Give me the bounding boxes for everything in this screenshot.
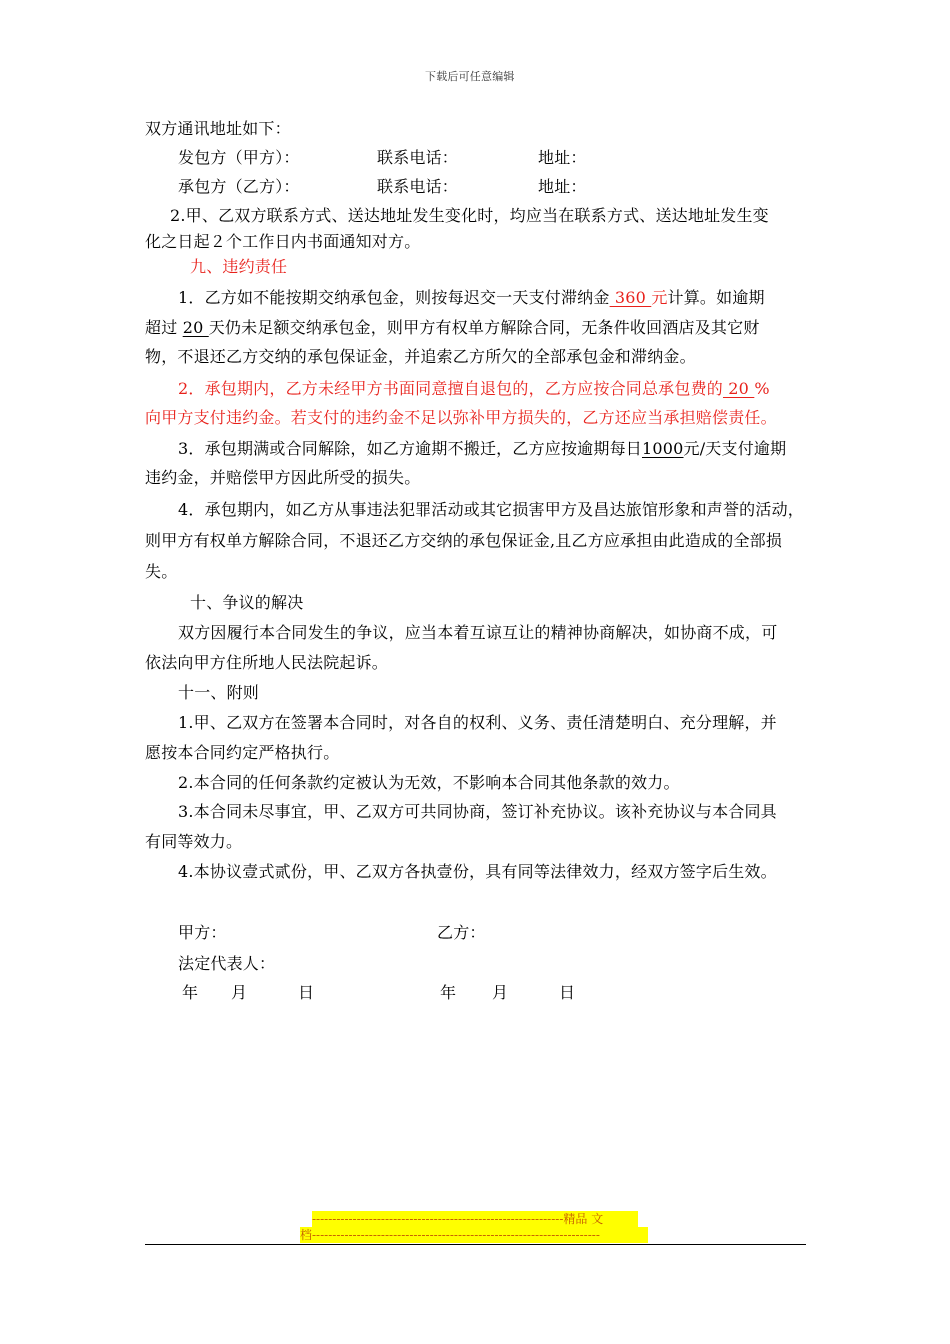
section-9-clause-3-line2: 违约金，并赔偿甲方因此所受的损失。 — [145, 468, 421, 487]
page-header: 下载后可任意编辑 — [425, 70, 515, 83]
section-11-clause-4: 4.本协议壹式贰份，甲、乙双方各执壹份，具有同等法律效力，经双方签字后生效。 — [178, 862, 777, 881]
section-9-clause-4-line2: 则甲方有权单方解除合同，不退还乙方交纳的承包保证金,且乙方应承担由此造成的全部损 — [145, 531, 783, 550]
section-9-title: 九、违约责任 — [190, 257, 288, 276]
contact-intro: 双方通讯地址如下： — [145, 119, 291, 138]
section-9-clause-1-line3: 物，不退还乙方交纳的承包保证金，并追索乙方所欠的全部承包金和滞纳金。 — [145, 347, 696, 366]
footer-watermark-line2: 档----------------------------------------------------------------------- — [300, 1227, 648, 1243]
penalty-percent: 20 — [722, 379, 755, 398]
contact-address-b: 地址： — [538, 177, 587, 196]
late-fee-amount: 360 — [609, 288, 652, 307]
contact-phone-b: 联系电话： — [377, 177, 459, 196]
section-9-clause-2-line2: 向甲方支付违约金。若支付的违约金不足以弥补甲方损失的，乙方还应当承担赔偿责任。 — [145, 408, 777, 427]
section-9-clause-4-line1: 4．承包期内，如乙方从事违法犯罪活动或其它损害甲方及昌达旅馆形象和声誉的活动， — [178, 500, 804, 519]
contact-address-a: 地址： — [538, 148, 587, 167]
section-11-clause-1-line1: 1.甲、乙双方在签署本合同时，对各自的权利、义务、责任清楚明白、充分理解，并 — [178, 713, 777, 732]
section-9-clause-2-line1: 2．承包期内，乙方未经甲方书面同意擅自退包的，乙方应按合同总承包费的 20 % — [178, 379, 770, 398]
contact-party-a: 发包方（甲方）： — [178, 148, 300, 167]
date-a-day: 日 — [298, 983, 315, 1002]
date-a-month: 月 — [231, 983, 248, 1002]
signature-party-b: 乙方： — [437, 923, 486, 942]
date-b-month: 月 — [492, 983, 509, 1002]
section-9-clause-3-line1: 3．承包期满或合同解除，如乙方逾期不搬迁，乙方应按逾期每日1000元/天支付逾期 — [178, 439, 787, 458]
section-11-clause-2: 2.本合同的任何条款约定被认为无效，不影响本合同其他条款的效力。 — [178, 773, 680, 792]
date-b-day: 日 — [559, 983, 576, 1002]
signature-party-a: 甲方： — [178, 923, 227, 942]
contact-phone-a: 联系电话： — [377, 148, 459, 167]
contact-clause-2-line1: 2.甲、乙双方联系方式、送达地址发生变化时，均应当在联系方式、送达地址发生变 — [170, 206, 769, 225]
contact-party-b: 承包方（乙方）： — [178, 177, 300, 196]
section-11-clause-3-line1: 3.本合同未尽事宜，甲、乙双方可共同协商，签订补充协议。该补充协议与本合同具 — [178, 802, 777, 821]
section-10-line1: 双方因履行本合同发生的争议，应当本着互谅互让的精神协商解决，如协商不成，可 — [178, 623, 778, 642]
footer-watermark-line1: --------------------------------------------------------------精品 文 — [312, 1211, 638, 1227]
footer-rule — [145, 1244, 806, 1245]
signature-legal-rep: 法定代表人： — [178, 954, 276, 973]
section-9-clause-4-line3: 失。 — [145, 562, 178, 581]
section-10-line2: 依法向甲方住所地人民法院起诉。 — [145, 653, 389, 672]
section-11-clause-1-line2: 愿按本合同约定严格执行。 — [145, 743, 340, 762]
section-9-clause-1-line2: 超过 20 天仍未足额交纳承包金，则甲方有权单方解除合同，无条件收回酒店及其它财 — [145, 318, 760, 337]
section-9-clause-1-line1: 1．乙方如不能按期交纳承包金，则按每迟交一天支付滞纳金 360 元计算。如逾期 — [178, 288, 765, 307]
overdue-days: 20 — [182, 318, 209, 337]
section-11-title: 十一、附则 — [178, 683, 260, 702]
date-b-year: 年 — [440, 983, 457, 1002]
section-11-clause-3-line2: 有同等效力。 — [145, 832, 243, 851]
section-10-title: 十、争议的解决 — [190, 593, 304, 612]
date-a-year: 年 — [182, 983, 199, 1002]
contact-clause-2-line2: 化之日起２个工作日内书面通知对方。 — [145, 232, 421, 251]
daily-penalty-amount: 1000 — [641, 439, 684, 458]
